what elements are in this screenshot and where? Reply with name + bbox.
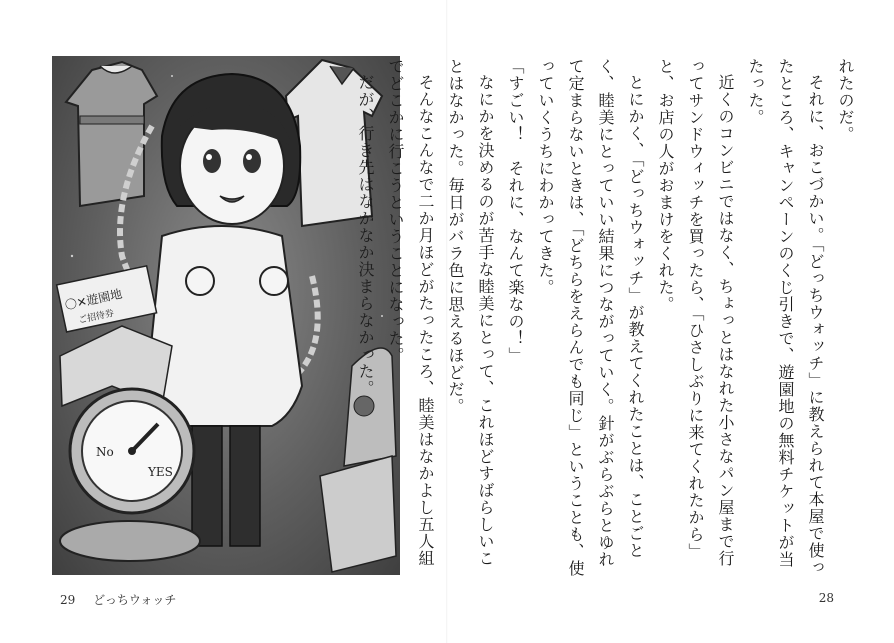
paragraph: それに、おこづかい。「どっちウォッチ」に教えられて本屋で使ったところ、キャンペーンのくじ引きで、遊園地の無料チケットが当たった。 (746, 58, 825, 576)
paragraph: とにかく、「どっちウォッチ」が教えてくれたことは、ことごとく、睦美にとっていい結果につながっていく。針がぶらぶらとゆれて定まらないときは、「どちらをえらんでも同じ」ということも、使っていくうちにわかってきた。 (536, 58, 645, 577)
running-title: どっちウォッチ (93, 593, 177, 607)
paragraph: れたのだ。 (836, 58, 855, 143)
right-page-number: 28 (818, 591, 834, 605)
paragraph: 近くのコンビニではなく、ちょっとはなれた小さなパン屋まで行ってサンドウィッチを買ったら、「ひさしぶりに来てくれたから」と、お店の人がおまけをくれた。 (656, 58, 735, 567)
paragraph: 「すごい！ それに、なんて楽なの！」 (506, 58, 525, 364)
ticket-subtitle: ご招待券 (77, 308, 115, 327)
girl-with-watch-illustration (52, 56, 400, 575)
watch-no-label: No (96, 445, 114, 459)
left-footer (60, 591, 190, 608)
paragraph: なにかを決めるのが苦手な睦美にとって、これほどすばらしいことはなかった。毎日がバラ色に思えるほどだ。 (446, 58, 495, 567)
left-page-number: 29 (60, 593, 76, 607)
paragraph: そんなこんなで二か月ほどがたったころ、睦美はなかよし五人組でどこかに行こうということになった。 (386, 58, 435, 567)
watch-yes-label: YES (148, 465, 173, 479)
ticket-title: 〇✕遊園地 (63, 286, 124, 313)
illustration-panel (52, 56, 400, 575)
body-text (356, 58, 860, 578)
paragraph: だが、行き先はなかなか決まらなかった。 (356, 74, 375, 397)
